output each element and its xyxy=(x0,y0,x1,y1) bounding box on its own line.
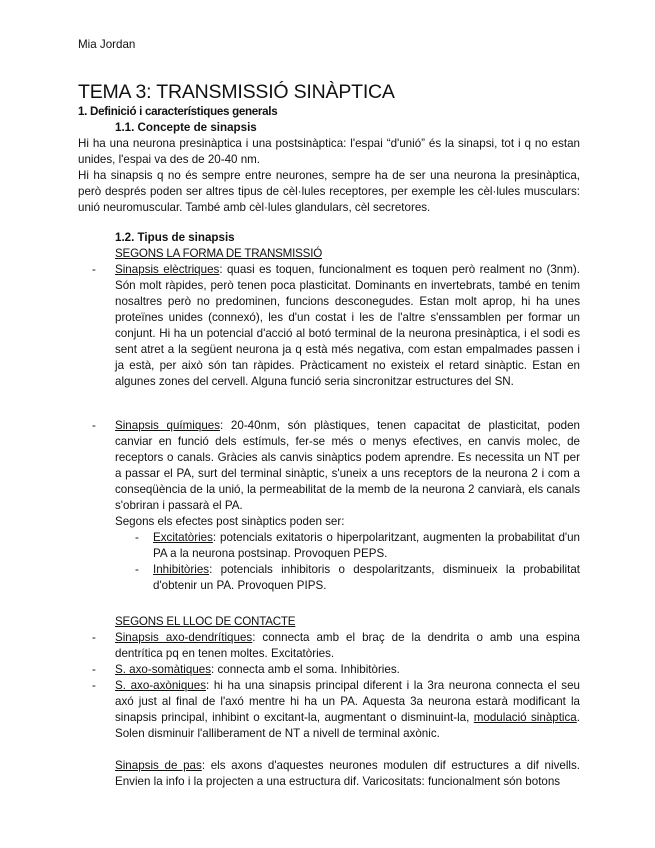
term: Sinapsis químiques xyxy=(115,419,221,432)
term: modulació sinàptica xyxy=(473,711,577,724)
term: S. axo-somàtiques xyxy=(115,663,212,676)
paragraph: Sinapsis de pas: els axons d'aquestes neurones modulen dif estructures a dif nivells. Envien la info i la projecten a una estructura dif. Varicositats: funcionalment són botons xyxy=(115,759,580,788)
page-title: TEMA 3: TRANSMISSIÓ SINÀPTICA xyxy=(78,81,395,103)
sub-bullet-list xyxy=(78,530,580,594)
author-name: Mia Jordan xyxy=(78,38,136,51)
category-heading: SEGONS LA FORMA DE TRANSMISSIÓ xyxy=(115,247,323,260)
list-item: - Sinapsis elèctriques: quasi es toquen, funcionalment es toquen però realment no (3nm). Són molt ràpides, però tenen poca plasticitat. Dominants en invertebrats, també en tenim nosaltres però no predominen, funcions desconegudes. Estan molt aprop, hi ha unes proteïnes unides (connexó), les d'un costat i les de l'altre s'enssamblen per formar un conjunt. Hi ha un potencial d'acció al botó terminal de la neurona presinàptica, i el sodi es sent atret a la següent neurona ja q està més negativa, com estan empalmades passen i ja està, per això són tan ràpides. Pràcticament no existeix el retard sinàptic. Estan en algunes zones del cervell. Alguna funció seria sincronitzar estructures del SN. xyxy=(92,263,580,388)
bullet-list xyxy=(78,262,580,530)
term: S. axo-axòniques xyxy=(115,679,206,692)
subsection-heading: 1.1. Concepte de sinapsis xyxy=(115,121,257,134)
term: Sinapsis elèctriques xyxy=(115,263,220,276)
paragraph: Hi ha una neurona presinàptica i una postsinàptica: l'espai “d'unió” és la sinapsi, tot i q no estan unides, l'espai va des de 20-40 nm. xyxy=(78,137,580,166)
term: Sinapsis axo-dendrítiques xyxy=(115,631,253,644)
list-item: - Sinapsis químiques: 20-40nm, són plàstiques, tenen capacitat de plasticitat, poden canviar en funció dels estímuls, fer-se més o menys efectives, en canvis molec, de receptors o canals. Gràcies als canvis sinàptics podem aprendre. Es necessita un NT per a passar el PA, surt del terminal sinàptic, s'uneix a uns receptors de la neurona 2 i com a conseqüència de la unió, la permeabilitat de la memb de la neurona 2 canviarà, els canals s'obriran i passarà el PA. Segons els efectes post sinàptics poden ser: xyxy=(92,419,580,528)
list-item: - Excitatòries: potencials exitatoris o hiperpolaritzant, augmenten la probabilitat d'un PA a la neurona postsinap. Provoquen PEPS. xyxy=(135,531,580,560)
paragraph: Hi ha sinapsis q no és sempre entre neurones, sempre ha de ser una neurona la presinàptica, però després poden ser altres tipus de cèl·lules receptores, per exemple les cèl·lules musculars: unió neuromuscular. També amb cèl·lules glandulars, cèl secretores. xyxy=(78,169,580,214)
list-item: - S. axo-somàtiques: connecta amb el soma. Inhibitòries. xyxy=(92,663,400,676)
list-item: - Sinapsis axo-dendrítiques: connecta amb el braç de la dendrita o amb una espina dentrítica pq en tenen moltes. Excitatòries. xyxy=(92,631,580,660)
term: Sinapsis de pas xyxy=(115,759,202,772)
list-item: - Inhibitòries: potencials inhibitoris o despolaritzants, disminueix la probabilitat d'obtenir un PA. Provoquen PIPS. xyxy=(135,563,580,592)
term: Inhibitòries xyxy=(153,563,210,576)
category-heading: SEGONS EL LLOC DE CONTACTE xyxy=(115,615,296,628)
subsection-heading: 1.2. Tipus de sinapsis xyxy=(115,231,235,244)
bullet-list xyxy=(78,630,580,742)
list-item: - S. axo-axòniques: hi ha una sinapsis principal diferent i la 3ra neurona connecta el seu axó just al final de l'axó mentre hi ha un PA. Aquesta 3a neurona estarà modificant la sinapsis principal, inhibint o excitant-la, augmentant o disminuint-la, modulació sinàptica. Solen disminuir l'alliberament de NT a nivell de terminal axònic. xyxy=(92,679,580,740)
section-heading: 1. Definició i característiques generals xyxy=(78,105,278,118)
term: Excitatòries xyxy=(153,531,213,544)
document-page xyxy=(78,37,580,790)
